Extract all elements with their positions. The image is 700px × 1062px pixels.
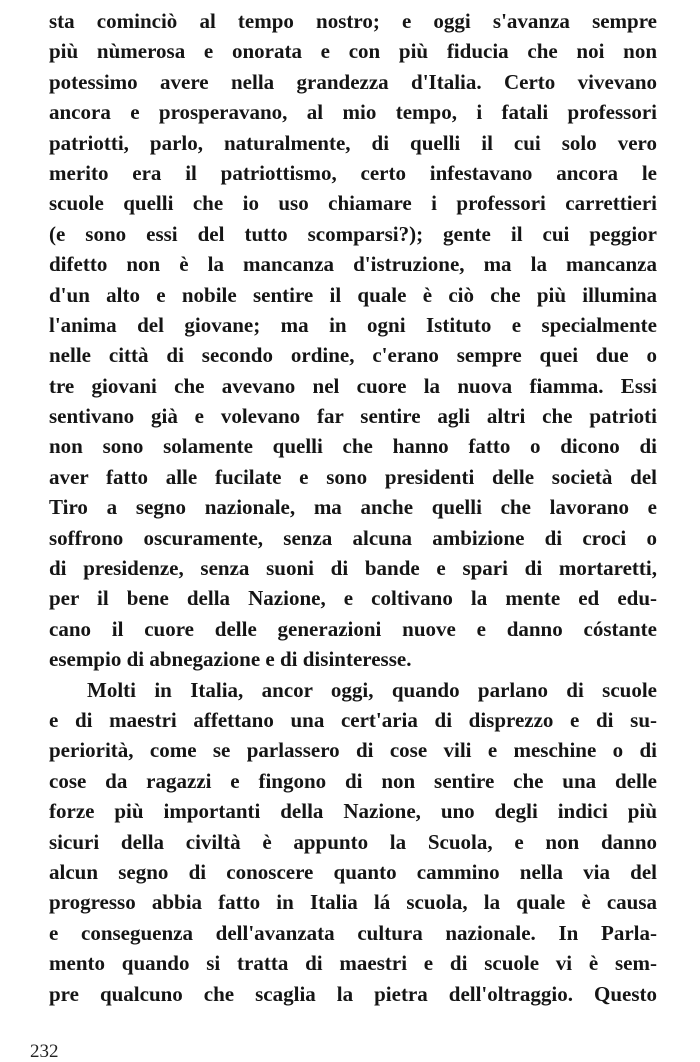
page-body <box>49 6 657 1009</box>
text-line: nelle città di secondo ordine, c'erano sempre quei due o <box>49 343 657 368</box>
text-line: difetto non è la mancanza d'istruzione, ma la mancanza <box>49 252 657 277</box>
text-line: e di maestri affettano una cert'aria di disprezzo e di su- <box>49 707 657 732</box>
text-line: di presidenze, senza suoni di bande e spari di mortaretti, <box>49 556 657 581</box>
paragraph-2 <box>49 675 657 1009</box>
text-line: Molti in Italia, ancor oggi, quando parlano di scuole <box>87 677 657 702</box>
text-line: sentivano già e volevano far sentire agli altri che patrioti <box>49 404 657 429</box>
text-line: ancora e prosperavano, al mio tempo, i fatali professori <box>49 100 657 125</box>
page-number: 232 <box>30 1041 59 1062</box>
text-line: tre giovani che avevano nel cuore la nuova fiamma. Essi <box>49 373 657 398</box>
text-line: l'anima del giovane; ma in ogni Istituto e specialmente <box>49 312 657 337</box>
text-line: più nùmerosa e onorata e con più fiducia che noi non <box>49 39 657 64</box>
text-line: forze più importanti della Nazione, uno degli indici più <box>49 799 657 824</box>
text-line: cano il cuore delle generazioni nuove e danno cóstante <box>49 616 657 641</box>
text-line: (e sono essi del tutto scomparsi?); gente il cui peggior <box>49 221 657 246</box>
text-line: Tiro a segno nazionale, ma anche quelli che lavorano e <box>49 495 657 520</box>
text-line: alcun segno di conoscere quanto cammino nella via del <box>49 859 657 884</box>
text-line: sicuri della civiltà è appunto la Scuola, e non danno <box>49 829 657 854</box>
text-line: soffrono oscuramente, senza alcuna ambizione di croci o <box>49 525 657 550</box>
text-line: pre qualcuno che scaglia la pietra dell'oltraggio. Questo <box>49 981 657 1006</box>
text-line: periorità, come se parlassero di cose vili e meschine o di <box>49 738 657 763</box>
text-line: merito era il patriottismo, certo infestavano ancora le <box>49 160 657 185</box>
text-line: scuole quelli che io uso chiamare i professori carrettieri <box>49 191 657 216</box>
text-line: sta cominciò al tempo nostro; e oggi s'avanza sempre <box>49 9 657 33</box>
text-line: per il bene della Nazione, e coltivano la mente ed edu- <box>49 586 657 611</box>
text-line: e conseguenza dell'avanzata cultura nazionale. In Parla- <box>49 920 657 945</box>
text-line: mento quando si tratta di maestri e di scuole vi è sem- <box>49 951 657 976</box>
text-line: patriotti, parlo, naturalmente, di quelli il cui solo vero <box>49 130 657 155</box>
text-line: progresso abbia fatto in Italia lá scuola, la quale è causa <box>49 890 657 915</box>
text-line: d'un alto e nobile sentire il quale è ciò che più illumina <box>49 282 657 307</box>
text-line: cose da ragazzi e fingono di non sentire che una delle <box>49 768 657 793</box>
text-line: aver fatto alle fucilate e sono presidenti delle società del <box>49 464 657 489</box>
text-line: esempio di abnegazione e di disinteresse. <box>49 647 412 672</box>
text-line: potessimo avere nella grandezza d'Italia. Certo vivevano <box>49 69 657 94</box>
paragraph-1 <box>49 6 657 675</box>
text-line: non sono solamente quelli che hanno fatto o dicono di <box>49 434 657 459</box>
